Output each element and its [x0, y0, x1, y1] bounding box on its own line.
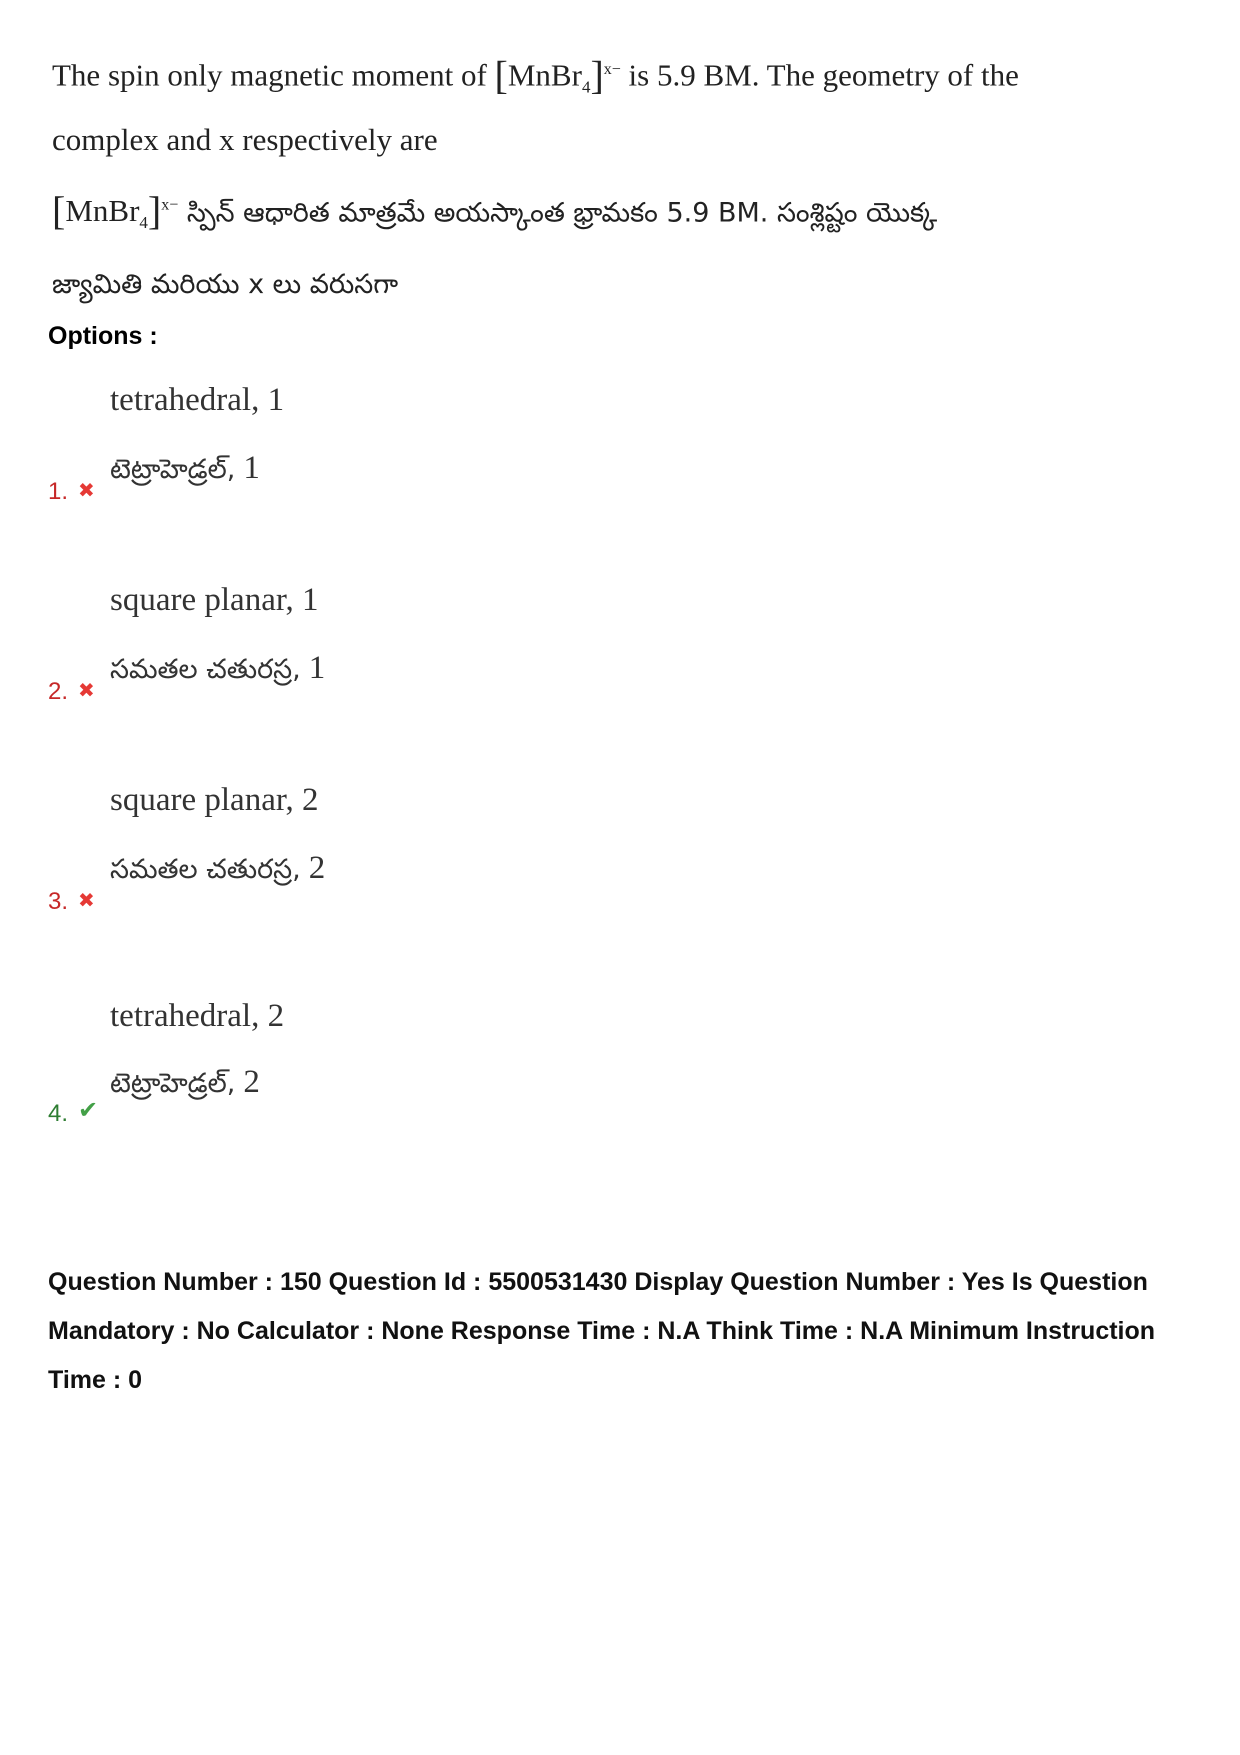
bracket-open: [: [494, 52, 508, 98]
option-3-telugu-number: 2: [308, 850, 326, 886]
option-4-telugu: [110, 1064, 260, 1106]
option-1-english: tetrahedral, 1: [110, 382, 285, 418]
option-4-number: 4.: [48, 1100, 69, 1127]
options-label: Options :: [48, 322, 158, 350]
option-1-telugu-text: టెట్రాహెడ్రల్,: [110, 454, 236, 485]
check-mark-icon: ✔: [78, 1097, 99, 1124]
option-2-english: square planar, 1: [110, 582, 319, 618]
bracket-close: ]: [590, 52, 604, 98]
question-telugu-line-1: [MnBr$_4$]$^{x-}$ స్పిన్ ఆధారిత మాత్రమే అయస్కాంత భ్రామకం 5.9 BM. సంశ్లిష్టం యొక్క: [52, 187, 938, 233]
complex-charge: x−: [603, 61, 621, 78]
question-prefix: The spin only magnetic moment of: [52, 57, 487, 93]
option-1-telugu-number: 1: [243, 450, 260, 486]
complex-subscript-te: 4: [139, 213, 148, 233]
option-3-number: 3.: [48, 888, 69, 915]
option-2-telugu-text: సమతల చతురస్ర,: [110, 654, 301, 685]
wrong-mark-icon: ✖: [78, 680, 95, 702]
question-english-line-2: complex and x respectively are: [52, 121, 438, 157]
question-telugu-line-2: [52, 257, 952, 311]
option-3-telugu-text: సమతల చతురస్ర,: [110, 854, 301, 885]
option-1-number: 1.: [48, 478, 69, 505]
option-2-telugu-number: 1: [308, 650, 326, 686]
question-metadata: Question Number : 150 Question Id : 5500531430 Display Question Number : Yes Is Question Mandatory : No Calculator : None Response Time : N.A Think Time : N.A Minimum Instruction Time : 0: [48, 1268, 1156, 1394]
option-2-number: 2.: [48, 678, 69, 705]
question-telugu-text-1: స్పిన్ ఆధారిత మాత్రమే అయస్కాంత భ్రామకం 5.9 BM. సంశ్లిష్టం యొక్క: [186, 196, 938, 228]
option-4-telugu-text: టెట్రాహెడ్రల్,: [110, 1068, 236, 1099]
complex-charge-te: x−: [161, 196, 179, 214]
option-2-telugu: [110, 650, 325, 692]
question-english-line-1: [52, 44, 1019, 114]
option-1[interactable]: [0, 372, 600, 512]
option-4[interactable]: [0, 988, 600, 1128]
complex-formula-te: MnBr: [65, 192, 140, 228]
option-1-telugu: [110, 450, 260, 492]
question-suffix: is 5.9 BM. The geometry of the: [628, 57, 1019, 93]
option-3-telugu: [110, 850, 325, 892]
question-telugu-text-2: జ్యామితి మరియు x లు వరుసగా: [52, 269, 399, 301]
wrong-mark-icon: ✖: [78, 480, 95, 502]
option-3-english: square planar, 2: [110, 782, 319, 818]
question-text: [52, 44, 1019, 311]
option-4-english: tetrahedral, 2: [110, 998, 285, 1034]
wrong-mark-icon: ✖: [78, 890, 95, 912]
option-4-telugu-number: 2: [243, 1064, 260, 1100]
complex-formula: MnBr: [507, 57, 582, 93]
option-2[interactable]: [0, 572, 600, 712]
option-3[interactable]: [0, 772, 600, 915]
complex-subscript: 4: [581, 77, 591, 97]
